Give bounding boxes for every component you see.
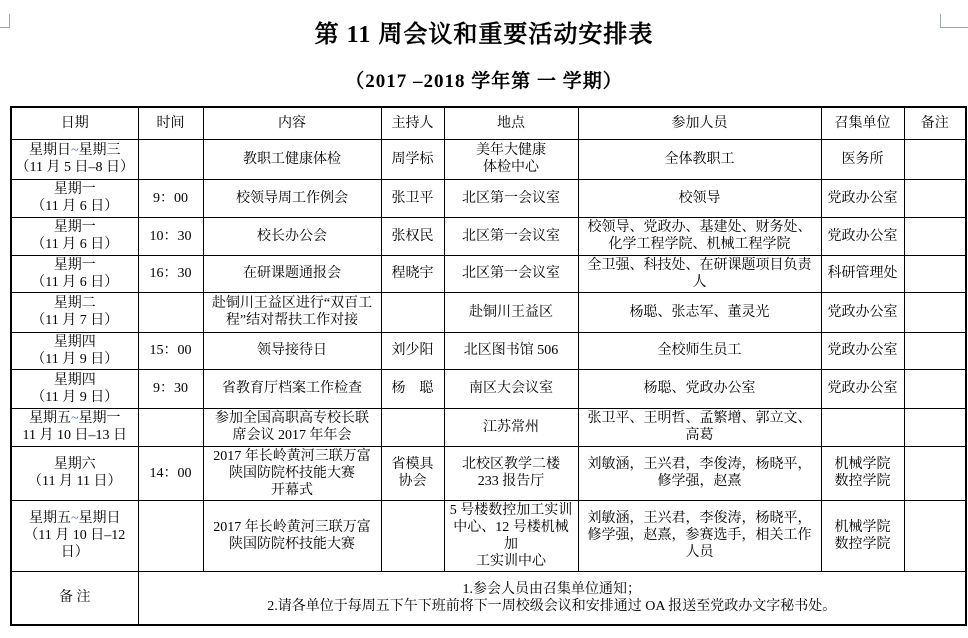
tilde-mark: ~ [70, 411, 79, 426]
participants-cell: 刘敏涵，王兴君，李俊涛，杨晓平， 修学强，赵熹，参赛选手，相关工作 人员 [578, 500, 821, 571]
date-cell: 星期二 （11 月 7 日） [11, 292, 138, 332]
organizer-cell: 机械学院 数控学院 [821, 500, 904, 571]
host-cell [381, 500, 444, 571]
host-cell: 刘少阳 [381, 332, 444, 369]
host-cell [381, 292, 444, 332]
page-corner-mark-right [940, 14, 968, 28]
organizer-cell: 党政办公室 [821, 217, 904, 255]
header-cell-place: 地点 [444, 107, 578, 139]
date-cell: 星期四 （11 月 9 日） [11, 369, 138, 408]
time-cell: 9：00 [138, 179, 203, 217]
participants-cell: 刘敏涵，王兴君，李俊涛，杨晓平， 修学强，赵熹 [578, 446, 821, 500]
host-cell: 张权民 [381, 217, 444, 255]
schedule-table-body [11, 139, 966, 571]
participants-cell: 全校师生员工 [578, 332, 821, 369]
date-cell: 星期一 （11 月 6 日） [11, 217, 138, 255]
note-cell [904, 139, 966, 179]
time-cell: 16：30 [138, 255, 203, 292]
content-cell: 教职工健康体检 [203, 139, 381, 179]
participants-cell: 杨聪、党政办公室 [578, 369, 821, 408]
participants-cell: 全卫强、科技处、在研课题项目负责 人 [578, 255, 821, 292]
participants-cell: 校领导 [578, 179, 821, 217]
page-title: 第 11 周会议和重要活动安排表 [314, 22, 654, 48]
host-cell: 程晓宇 [381, 255, 444, 292]
content-cell: 在研课题通报会 [203, 255, 381, 292]
host-cell: 省模具 协会 [381, 446, 444, 500]
place-cell: 赴铜川王益区 [444, 292, 578, 332]
content-cell: 校长办公会 [203, 217, 381, 255]
date-cell: 星期五~星期日 （11 月 10 日–12 日） [11, 500, 138, 571]
time-cell [138, 292, 203, 332]
date-cell: 星期一 （11 月 6 日） [11, 179, 138, 217]
host-cell: 杨 聪 [381, 369, 444, 408]
schedule-table-footer [11, 571, 966, 625]
remark-line-2: 2.请各单位于每周五下午下班前将下一周校级会议和安排通过 OA 报送至党政办文字秘书处。 [267, 598, 837, 614]
header-cell-organizer: 召集单位 [821, 107, 904, 139]
table-row [11, 139, 966, 179]
content-cell: 校领导周工作例会 [203, 179, 381, 217]
table-row [11, 179, 966, 217]
time-cell [138, 139, 203, 179]
organizer-cell: 党政办公室 [821, 369, 904, 408]
schedule-table [10, 106, 967, 626]
note-cell [904, 446, 966, 500]
content-cell: 领导接待日 [203, 332, 381, 369]
participants-cell: 全体教职工 [578, 139, 821, 179]
date-cell: 星期四 （11 月 9 日） [11, 332, 138, 369]
table-row [11, 369, 966, 408]
participants-cell: 校领导、党政办、基建处、财务处、 化学工程学院、机械工程学院 [578, 217, 821, 255]
place-cell: 5 号楼数控加工实训 中心、12 号楼机械加 工实训中心 [444, 500, 578, 571]
note-cell [904, 179, 966, 217]
place-cell: 北区第一会议室 [444, 255, 578, 292]
schedule-table-header [11, 107, 966, 139]
header-cell-date: 日期 [11, 107, 138, 139]
host-cell [381, 408, 444, 446]
table-row [11, 332, 966, 369]
time-cell: 14：00 [138, 446, 203, 500]
place-cell: 南区大会议室 [444, 369, 578, 408]
place-cell: 美年大健康 体检中心 [444, 139, 578, 179]
organizer-cell: 医务所 [821, 139, 904, 179]
header-cell-host: 主持人 [381, 107, 444, 139]
remark-label: 备 注 [11, 571, 138, 625]
note-cell [904, 332, 966, 369]
header-cell-participants: 参加人员 [578, 107, 821, 139]
page-corner-mark-left [0, 14, 10, 28]
table-row [11, 408, 966, 446]
time-cell: 9：30 [138, 369, 203, 408]
note-cell [904, 369, 966, 408]
date-cell: 星期五~星期一 11 月 10 日–13 日 [11, 408, 138, 446]
time-cell [138, 500, 203, 571]
header-cell-time: 时间 [138, 107, 203, 139]
place-cell: 江苏常州 [444, 408, 578, 446]
time-cell: 10：30 [138, 217, 203, 255]
place-cell: 北校区教学二楼 233 报告厅 [444, 446, 578, 500]
table-row [11, 217, 966, 255]
remark-row [11, 571, 966, 625]
header-row [11, 107, 966, 139]
note-cell [904, 255, 966, 292]
content-cell: 赴铜川王益区进行“双百工 程”结对帮扶工作对接 [203, 292, 381, 332]
content-cell: 省教育厅档案工作检查 [203, 369, 381, 408]
table-row [11, 446, 966, 500]
organizer-cell: 党政办公室 [821, 332, 904, 369]
remark-content [138, 571, 966, 625]
date-cell: 星期一 （11 月 6 日） [11, 255, 138, 292]
organizer-cell [821, 408, 904, 446]
remark-line-1: 1.参会人员由召集单位通知； [462, 581, 641, 597]
table-row [11, 292, 966, 332]
content-cell: 参加全国高职高专校长联 席会议 2017 年年会 [203, 408, 381, 446]
place-cell: 北区第一会议室 [444, 179, 578, 217]
header-cell-content: 内容 [203, 107, 381, 139]
host-cell: 周学标 [381, 139, 444, 179]
organizer-cell: 党政办公室 [821, 179, 904, 217]
organizer-cell: 科研管理处 [821, 255, 904, 292]
note-cell [904, 217, 966, 255]
date-cell: 星期六 （11 月 11 日） [11, 446, 138, 500]
organizer-cell: 机械学院 数控学院 [821, 446, 904, 500]
note-cell [904, 292, 966, 332]
date-cell: 星期日~星期三 （11 月 5 日–8 日） [11, 139, 138, 179]
host-cell: 张卫平 [381, 179, 444, 217]
tilde-mark: ~ [70, 511, 79, 526]
note-cell [904, 408, 966, 446]
tilde-mark: ~ [70, 143, 79, 158]
organizer-cell: 党政办公室 [821, 292, 904, 332]
page-subtitle: （2017 –2018 学年第 一 学期） [345, 71, 623, 92]
time-cell [138, 408, 203, 446]
place-cell: 北区图书馆 506 [444, 332, 578, 369]
content-cell: 2017 年长岭黄河三联万富 陕国防院杯技能大赛 [203, 500, 381, 571]
time-cell: 15：00 [138, 332, 203, 369]
table-row [11, 500, 966, 571]
participants-cell: 杨聪、张志军、董灵光 [578, 292, 821, 332]
content-cell: 2017 年长岭黄河三联万富 陕国防院杯技能大赛 开幕式 [203, 446, 381, 500]
note-cell [904, 500, 966, 571]
participants-cell: 张卫平、王明哲、孟繁增、郭立文、 高葛 [578, 408, 821, 446]
header-cell-note: 备注 [904, 107, 966, 139]
place-cell: 北区第一会议室 [444, 217, 578, 255]
table-row [11, 255, 966, 292]
